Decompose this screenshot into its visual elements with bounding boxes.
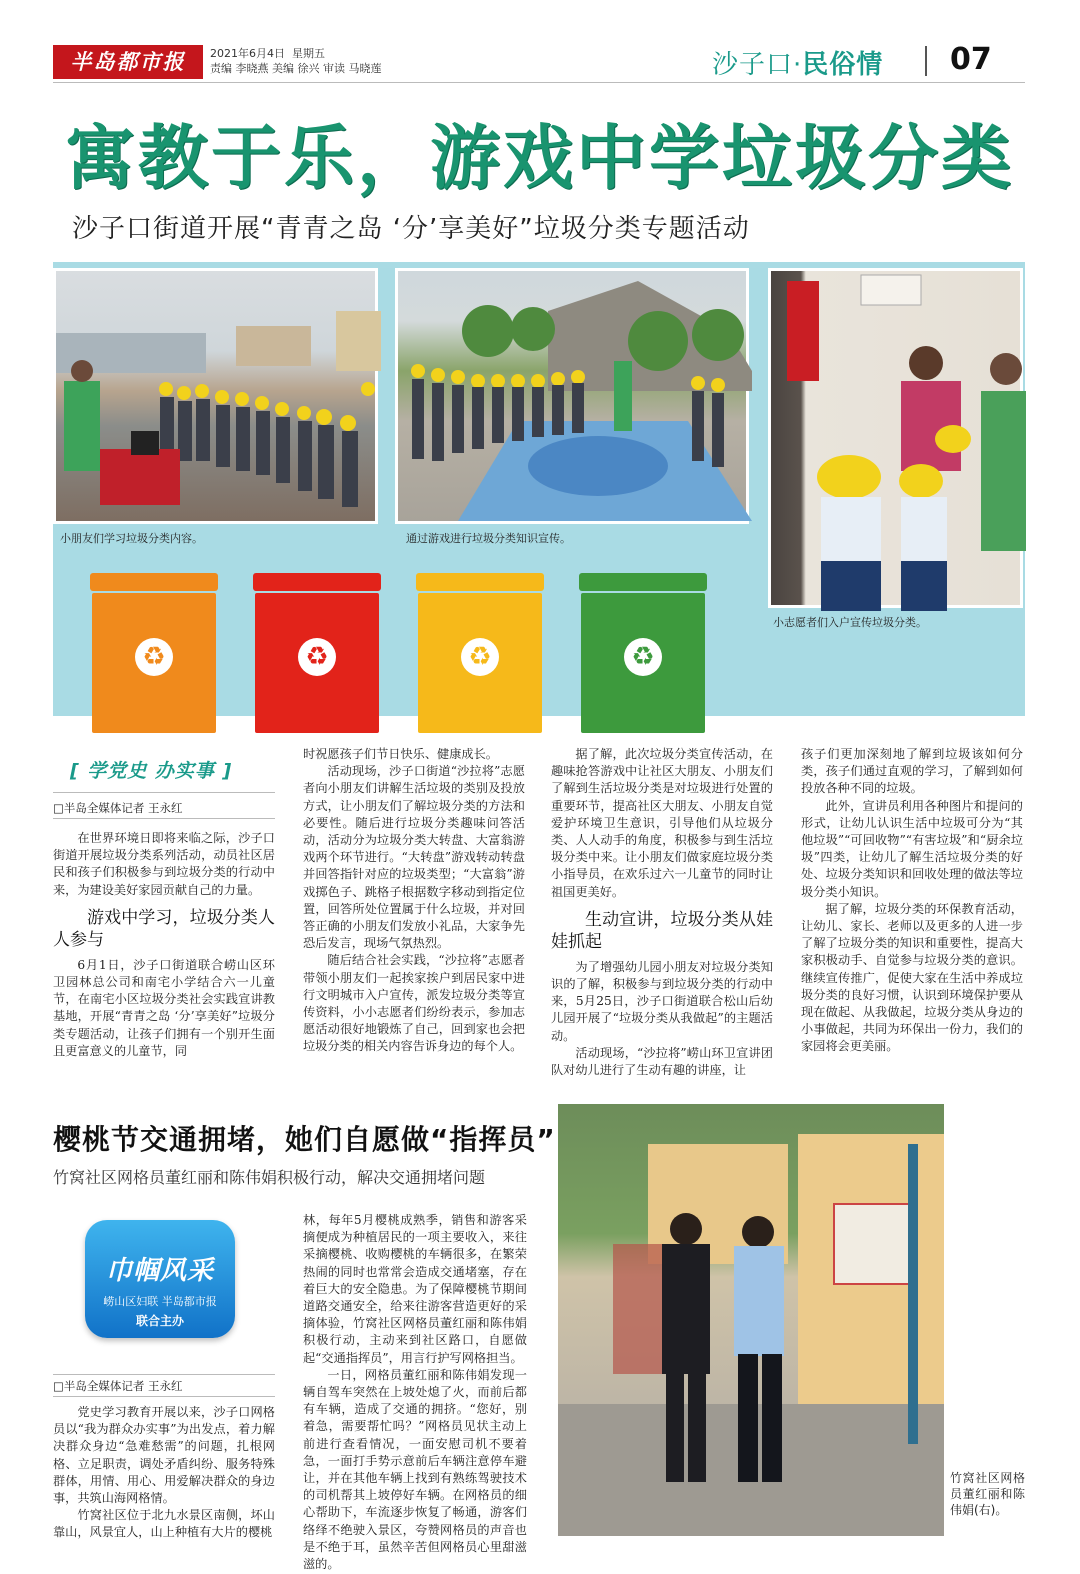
issue-weekday: 星期五 [292,47,325,60]
photo-children-learning-image [56,271,381,527]
article2-column2 [303,1212,527,1572]
caption-photo-workers: 竹窝社区网格员董红丽和陈伟娟(右)。 [950,1471,1025,1517]
main-subheadline: 沙子口街道开展“青青之岛 ‘分’享美好”垃圾分类专题活动 [72,214,750,244]
section-heading: 游戏中学习，垃圾分类人人参与 [53,907,275,950]
paragraph: 时祝愿孩子们节日快乐、健康成长。 [303,747,498,761]
page-number: 07 [950,42,992,77]
main-headline: 寓教于乐，游戏中学垃圾分类 [65,117,1014,199]
bin-body-orange [92,593,216,733]
caption-photo2: 通过游戏进行垃圾分类知识宣传。 [406,532,571,545]
photo-game-mat [395,268,749,524]
badge-line1: 崂山区妇联 半岛都市报 [103,1295,217,1308]
article1-byline: □半岛全媒体记者 王永红 [53,801,183,815]
bin-lid-green [579,573,707,591]
article2-byline: □半岛全媒体记者 王永红 [53,1379,183,1393]
photo-children-learning [53,268,378,524]
article2-headline: 樱桃节交通拥堵，她们自愿做“指挥员” [53,1123,556,1156]
photo-game-mat-image [398,271,752,527]
caption-photo3: 小志愿者们入户宣传垃圾分类。 [773,616,927,629]
editor-credits: 责编 李晓燕 美编 徐兴 审读 马晓莲 [210,62,382,75]
badge-line2: 联合主办 [135,1314,184,1328]
issue-date: 2021年6月4日 [210,47,285,60]
newspaper-logo: 半岛都市报 [53,45,203,79]
recycle-icon: ♻ [461,638,499,676]
paragraph: 此外，宣讲员利用各种图片和提问的形式，让幼儿认识生活中垃圾可分为“其他垃圾”“可回收物”“有害垃圾”和“厨余垃圾”四类，让幼儿了解生活垃圾分类的好处、垃圾分类知识和回收处理的做法等垃圾分类小知识。 [801,798,1023,899]
paragraph: 据了解，垃圾分类的环保教育活动，让幼儿、家长、老师以及更多的人进一步了解了垃圾分类的知识和重要性，提高大家积极动手、自觉参与垃圾分类的意识。继续宣传推广，促使大家在生活中养成垃圾分类的良好习惯，认识到环境保护要从现在做起、从我做起，垃圾分类从身边的小事做起，共同为环保出一份力，我们的家园将会更美丽。 [801,901,1023,1054]
section-title-right: 民俗情 [802,50,884,80]
paragraph: 6月1日，沙子口街道联合崂山区环卫园林总公司和南宅小学结合六一儿童节，在南宅小区垃圾分类社会实践宣讲教基地，开展“青青之岛 ‘分’享美好”垃圾分类专题活动，让孩子们拥有一个别开生面且更富意义的儿童节，同 [53,957,275,1058]
article1-column2 [303,746,525,1072]
photo-grid-workers-image [558,1104,944,1536]
byline2-divider [53,1396,275,1397]
photo-grid-workers [558,1104,944,1536]
article1-column1 [53,830,275,1072]
caption-photo1: 小朋友们学习垃圾分类内容。 [60,532,203,545]
paragraph: 在世界环境日即将来临之际，沙子口街道开展垃圾分类系列活动，动员社区居民和孩子们积极参与到垃圾分类的行动中来，为建设美好家园贡献自己的力量。 [53,831,275,897]
byline-divider [53,818,275,819]
tag-divider [53,792,275,793]
section-heading: 生动宣讲，垃圾分类从娃娃抓起 [551,909,773,952]
paragraph: 据了解，此次垃圾分类宣传活动，在趣味抢答游戏中让社区大朋友、小朋友们了解到生活垃圾分类是对垃圾进行处置的重要环节，提高社区大朋友、小朋友自觉爱护环境卫生意识，引导他们从垃圾分类、人人动手的角度，积极参与到生活垃圾分类中来。让小朋友们做家庭垃圾分类小指导员，在欢乐过六一儿童节的同时让祖国更美好。 [551,747,773,899]
recycle-bin-red [253,573,381,733]
paragraph: 孩子们更加深刻地了解到垃圾该如何分类，孩子们通过直观的学习，了解到如何投放各种不同的垃圾。 [801,747,1023,796]
header-divider [925,46,927,76]
paragraph: 活动现场，“沙拉将”崂山环卫宣讲团队对幼儿进行了生动有趣的讲座，让 [551,1045,773,1078]
photo-volunteers-door [768,268,1023,608]
paragraph: 林，每年5月樱桃成熟季，销售和游客采摘便成为种植居民的一项主要收入，来往采摘樱桃、收购樱桃的车辆很多，在繁荣热闹的同时也常常会造成交通堵塞，存在着巨大的安全隐患。为了保障樱桃节期间道路交通安全，给来往游客营造更好的采摘体验，竹窝社区网格员董红丽和陈伟娟积极行动，主动来到社区路口，自愿做起“交通指挥员”，用言行护写网格担当。 [303,1213,527,1365]
section-title [712,44,883,81]
article2-subheadline: 竹窝社区网格员董红丽和陈伟娟积极行动，解决交通拥堵问题 [53,1168,486,1187]
photo-volunteers-door-image [771,271,1026,611]
byline2-top-divider [53,1374,275,1375]
recycle-icon: ♻ [624,638,662,676]
article1-column3 [551,746,773,1078]
section-title-left: 沙子口· [712,50,803,80]
badge-title: 巾帼风采 [105,1256,214,1286]
recycle-bin-green [579,573,707,733]
paragraph: 为了增强幼儿园小朋友对垃圾分类知识的了解，积极参与到垃圾分类的行动中来，5月25日，沙子口街道联合松山后幼儿园开展了“垃圾分类从我做起”的主题活动。 [551,959,773,1043]
recycle-icon: ♻ [135,638,173,676]
bin-body-red [255,593,379,733]
bin-lid-red [253,573,381,591]
column-badge [85,1220,235,1338]
issue-date-line [210,47,325,61]
bin-lid-yellow [416,573,544,591]
paragraph: 竹窝社区位于北九水景区南侧，坏山靠山，风景宜人，山上种植有大片的樱桃 [53,1508,275,1540]
paragraph: 随后结合社会实践，“沙拉将”志愿者带领小朋友们一起挨家挨户到居民家中进行文明城市入户宣传，派发垃圾分类等宣传资料，小小志愿者们纷纷表示，参加志愿活动很好地锻炼了自己，回到家也会把垃圾分类的相关内容告诉身边的每个人。 [303,953,525,1054]
paragraph: 一日，网格员董红丽和陈伟娟发现一辆自驾车突然在上坡处熄了火，而前后都有车辆，造成了交通的拥挤。“您好，别着急，需要帮忙吗？”网格员见状主动上前进行查看情况，一面安慰司机不要着急，一面打手势示意前后车辆注意停车避让，并在其他车辆上找到有熟练驾驶技术的司机帮其上坡停好车辆。在网格员的细心帮助下，车流逐步恢复了畅通，游客们络绎不绝驶入景区，夸赞网格员的声音也是不绝于耳，虽然辛苦但网格员心里甜滋滋的。 [303,1367,527,1572]
paragraph: 党史学习教育开展以来，沙子口网格员以“我为群众办实事”为出发点，着力解决群众身边“急难愁需”的问题，扎根网格、立足职责，调处矛盾纠纷、服务特殊群体，用情、用心、用爱解决群众的身边事，共筑山海网格情。 [53,1405,275,1506]
bin-body-yellow [418,593,542,733]
paragraph: 活动现场，沙子口街道“沙拉将”志愿者向小朋友们讲解生活垃圾的类别及投放方式，让小朋友们了解垃圾分类的方法和必要性。随后进行垃圾分类趣味问答活动，活动分为垃圾分类大转盘、大富翁游戏两个环节进行。“大转盘”游戏转动转盘并回答指针对应的垃圾类型；“大富翁”游戏掷色子、跳格子根据数字移动到指定位置，回答所处位置属于什么垃圾，并对回答正确的小朋友们发放小礼品，大家争先恐后发言，现场气氛热烈。 [303,764,525,951]
bin-lid-orange [90,573,218,591]
recycle-bin-orange [90,573,218,733]
column-tag: [ 学党史 办实事 ] [70,760,233,782]
header-rule [53,82,1025,83]
recycle-icon: ♻ [298,638,336,676]
bin-body-green [581,593,705,733]
article2-column1 [53,1404,275,1564]
article1-column4 [801,746,1023,1072]
recycle-bin-yellow [416,573,544,733]
